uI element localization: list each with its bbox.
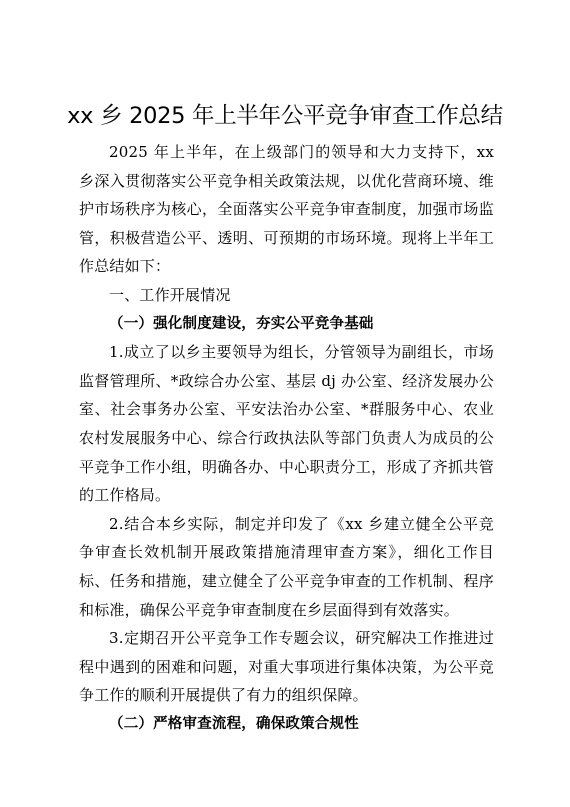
document-body	[79, 138, 494, 738]
subsection-heading: （一）强化制度建设，夯实公平竞争基础	[109, 315, 374, 332]
section-heading: 一、工作开展情况	[109, 285, 231, 304]
list-item-2: 2.结合本乡实际，制定并印发了《xx 乡建立健全公平竞争审查长效机制开展政策措施清理审查方案》，细化工作目标、任务和措施，建立健全了公平竞争审查的工作机制、程序和标准，确保公平竞争审查制度在乡层面得到有效落实。	[79, 514, 494, 619]
subsection-heading: （二）严格审查流程，确保政策合规性	[109, 715, 359, 732]
document-title: xx 乡 2025 年上半年公平竞争审查工作总结	[67, 103, 503, 129]
list-item-3: 3.定期召开公平竞争工作专题会议，研究解决工作推进过程中遇到的困难和问题，对重大事项进行集体决策，为公平竞争工作的顺利开展提供了有力的组织保障。	[79, 629, 494, 705]
intro-paragraph: 2025 年上半年，在上级部门的领导和大力支持下，xx 乡深入贯彻落实公平竞争相关政策法规，以优化营商环境、维护市场秩序为核心，全面落实公平竞争审查制度，加强市场监管，积极营造公平、透明、可预期的市场环境。现将上半年工作总结如下：	[79, 143, 494, 276]
list-item-1: 1.成立了以乡主要领导为组长，分管领导为副组长，市场监督管理所、*政综合办公室、基层 dj 办公室、经济发展办公室、社会事务办公室、平安法治办公室、*群服务中心、农业农村发展服务中心、综合行政执法队等部门负责人为成员的公平竞争工作小组，明确各办、中心职责分工，形成了齐抓共管的工作格局。	[79, 343, 494, 505]
